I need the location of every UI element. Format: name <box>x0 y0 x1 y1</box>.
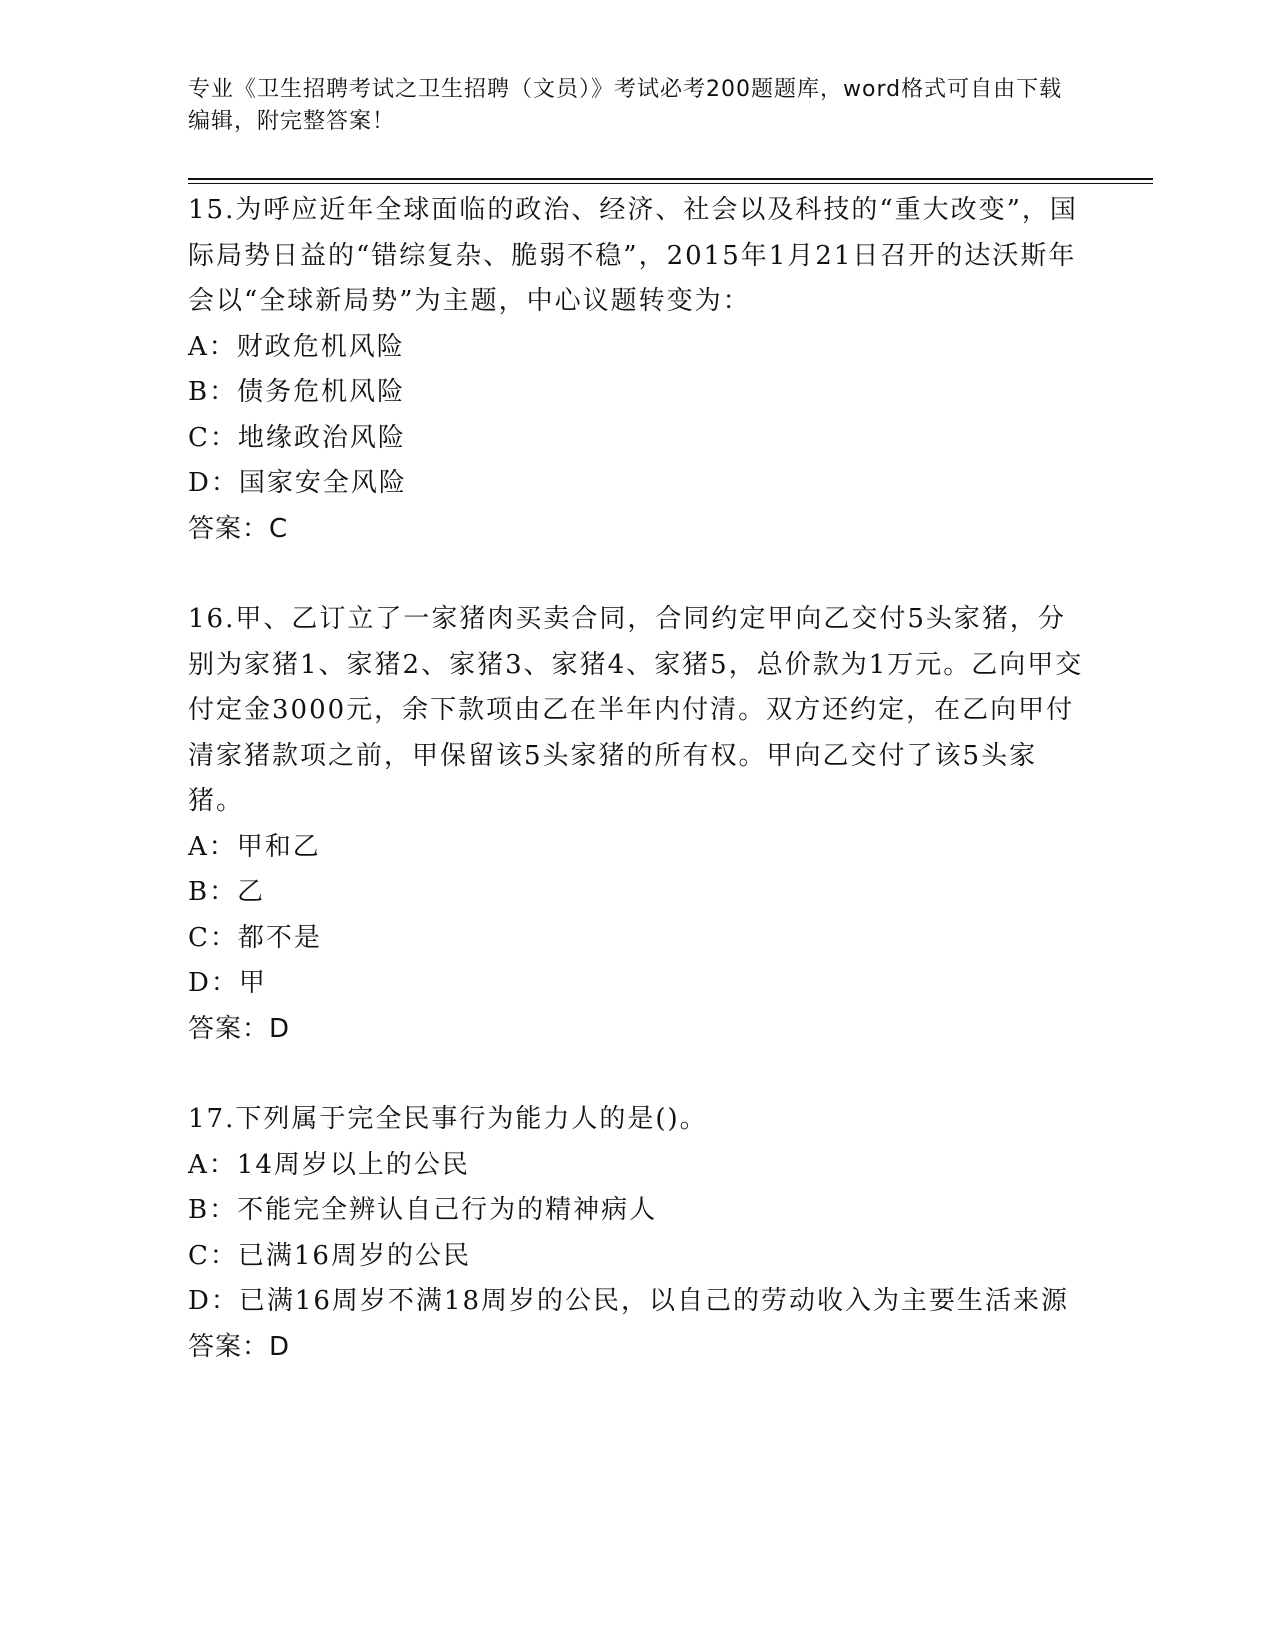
question-stem: 16.甲、乙订立了一家猪肉买卖合同，合同约定甲向乙交付5头家猪，分别为家猪1、家猪2、家猪3、家猪4、家猪5，总价款为1万元。乙向甲交付定金3000元，余下款项由乙在半年内付清。双方还约定，在乙向甲付清家猪款项之前，甲保留该5头家猪的所有权。甲向乙交付了该5头家猪。 <box>188 604 1084 816</box>
header-divider-thin <box>188 183 1153 184</box>
option-b: B：不能完全辨认自己行为的精神病人 <box>188 1195 658 1225</box>
answer-label: 答案：C <box>188 513 289 544</box>
header-divider-thick <box>188 178 1153 180</box>
option-b: B：债务危机风险 <box>188 377 406 407</box>
option-a: A：财政危机风险 <box>188 331 405 362</box>
option-d: D：国家安全风险 <box>188 468 407 498</box>
question-17 <box>188 1097 1088 1370</box>
question-16 <box>188 597 1088 1052</box>
question-stem: 17.下列属于完全民事行为能力人的是()。 <box>188 1104 708 1134</box>
option-b: B：乙 <box>188 877 266 907</box>
answer-label: 答案：D <box>188 1331 291 1362</box>
question-list <box>188 188 1088 1415</box>
option-a: A：甲和乙 <box>188 831 321 862</box>
option-d: D：已满16周岁不满18周岁的公民，以自己的劳动收入为主要生活来源 <box>188 1286 1070 1316</box>
option-c: C：地缘政治风险 <box>188 422 406 453</box>
question-stem: 15.为呼应近年全球面临的政治、经济、社会以及科技的“重大改变”，国际局势日益的“错综复杂、脆弱不稳”，2015年1月21日召开的达沃斯年会以“全球新局势”为主题，中心议题转变为： <box>188 195 1078 316</box>
answer-label: 答案：D <box>188 1013 291 1044</box>
option-d: D：甲 <box>188 968 267 998</box>
page-header: 专业《卫生招聘考试之卫生招聘（文员）》考试必考200题题库，word格式可自由下载编辑，附完整答案！ <box>188 77 1063 134</box>
question-15 <box>188 188 1088 552</box>
option-c: C：都不是 <box>188 922 322 953</box>
option-a: A：14周岁以上的公民 <box>188 1149 470 1180</box>
option-c: C：已满16周岁的公民 <box>188 1240 471 1271</box>
